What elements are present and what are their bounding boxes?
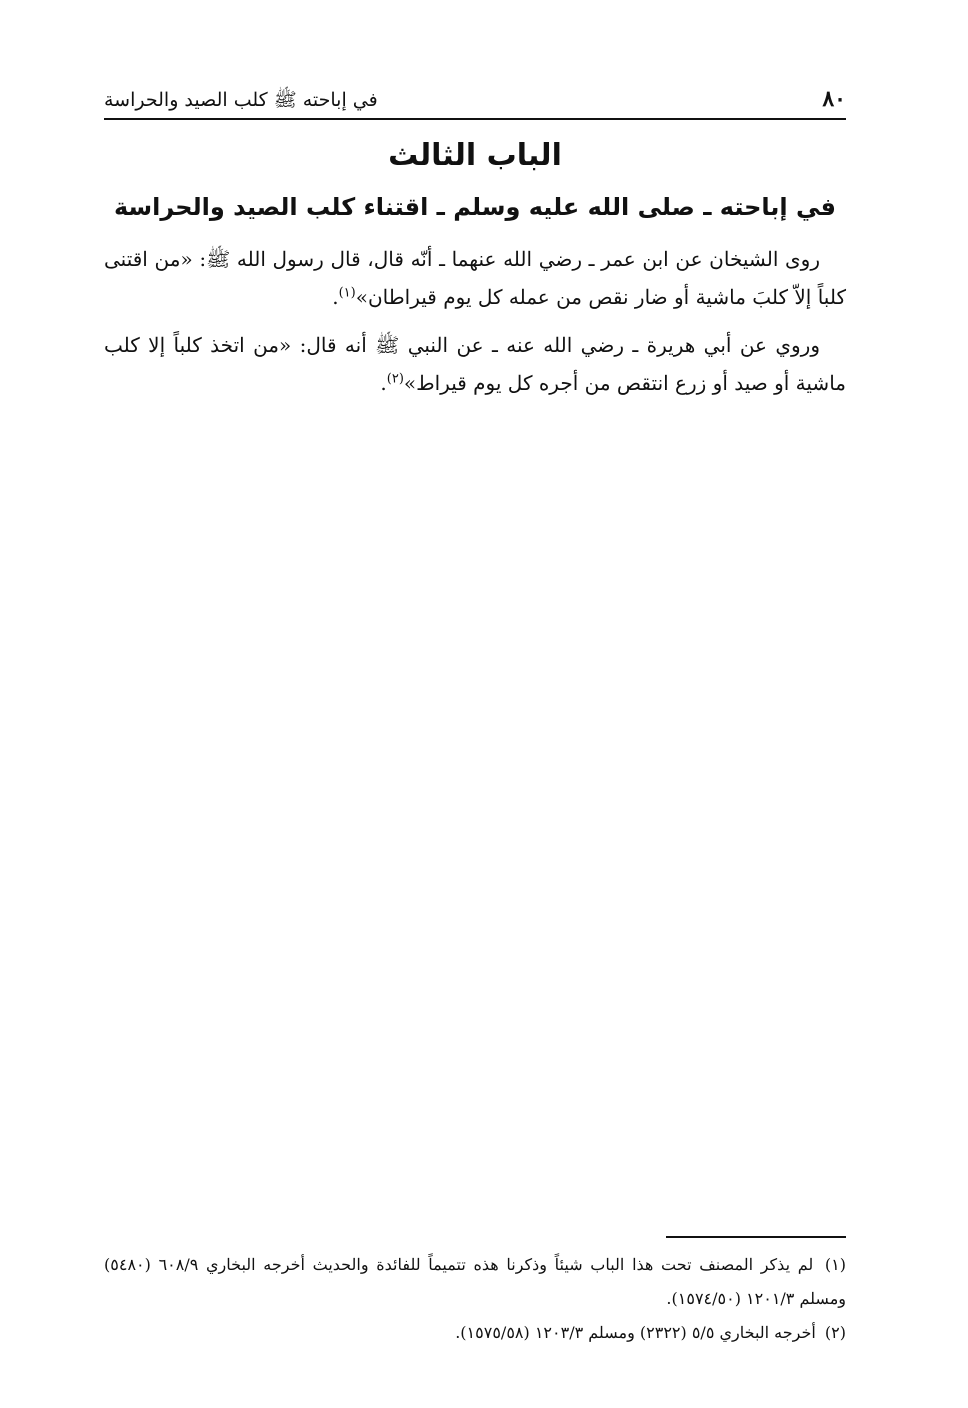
page-number: ٨٠ xyxy=(822,86,846,112)
chapter-title: الباب الثالث xyxy=(388,138,562,173)
paragraph-text: وروي عن أبي هريرة ـ رضي الله عنه ـ عن النبي ﷺ أنه قال: «من اتخذ كلباً إلا كلب ماشية أو صيد أو زرع انتقص من أجره كل يوم قيراط» xyxy=(104,333,846,395)
footnote-rule xyxy=(666,1236,846,1238)
footnotes xyxy=(104,1248,846,1350)
paragraph-end: . xyxy=(332,285,339,309)
footnote-text: لم يذكر المصنف تحت هذا الباب شيئاً وذكرنا هذه تتميماً للفائدة والحديث أخرجه البخاري ٦٠٨/٩ (٥٤٨٠) ومسلم ١٢٠١/٣ (١٥٧٤/٥٠). xyxy=(104,1255,846,1308)
body-text xyxy=(104,240,846,412)
footnote xyxy=(104,1316,846,1350)
footnote-reference: (١) xyxy=(338,285,356,301)
footnote-number: (١) xyxy=(824,1255,847,1274)
running-title: في إباحته ﷺ كلب الصيد والحراسة xyxy=(104,89,378,111)
chapter-subtitle: في إباحته ـ صلى الله عليه وسلم ـ اقتناء كلب الصيد والحراسة xyxy=(113,193,837,221)
header-rule xyxy=(104,118,846,120)
footnote xyxy=(104,1248,846,1316)
footnote-reference: (٢) xyxy=(386,371,404,387)
paragraph xyxy=(104,326,846,402)
paragraph-text: روى الشيخان عن ابن عمر ـ رضي الله عنهما ـ أنّه قال، قال رسول الله ﷺ: «من اقتنى كلباً إلاّ كلبَ ماشية أو ضار نقص من عمله كل يوم قيراطان» xyxy=(104,247,846,309)
footnote-number: (٢) xyxy=(824,1323,846,1342)
paragraph xyxy=(104,240,846,316)
running-header xyxy=(104,82,846,116)
paragraph-end: . xyxy=(380,371,387,395)
footnote-text: أخرجه البخاري ٥/٥ (٢٣٢٢) ومسلم ١٢٠٣/٣ (١٥٧٥/٥٨). xyxy=(455,1323,816,1342)
